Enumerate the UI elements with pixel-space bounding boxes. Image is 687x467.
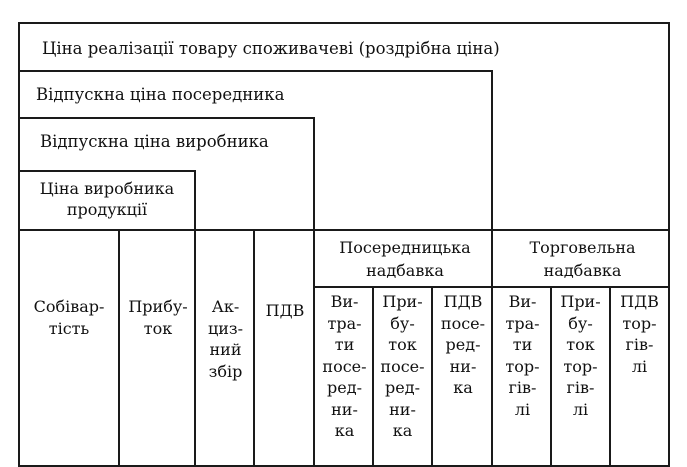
excise-label: Ак- циз- ний збір <box>207 297 244 381</box>
component-row-top-line <box>18 229 670 231</box>
cost-label: Собівар- тість <box>33 297 105 338</box>
intermediary-markup-title: Посередницька надбавка <box>339 238 471 280</box>
markup-header-bottom-line <box>315 286 670 288</box>
intermediary-vat-label: ПДВ посе- ред- ни- ка <box>440 292 486 397</box>
divider-excise-vat <box>253 229 255 467</box>
trade-vat-label: ПДВ тор- гів- лі <box>620 292 659 376</box>
retail-price-label: Ціна реалізації товару споживачеві (роздрібна ціна) <box>42 39 500 58</box>
intermediary-profit-label: При- бу- ток посе- ред- ни- ка <box>380 292 425 440</box>
intermediary-price-label: Відпускна ціна посередника <box>36 85 285 104</box>
trade-profit-label: При- бу- ток тор- гів- лі <box>560 292 601 419</box>
producer-price-label: Ціна виробника продукції <box>39 179 175 219</box>
trade-markup-title: Торговельна надбавка <box>529 238 636 280</box>
manufacturer-price-label: Відпускна ціна виробника <box>40 132 269 151</box>
intermediary-costs-label: Ви- тра- ти посе- ред- ни- ка <box>322 292 367 440</box>
profit-label: Прибу- ток <box>128 297 188 338</box>
trade-costs-label: Ви- тра- ти тор- гів- лі <box>505 292 540 419</box>
divider-cost-profit <box>118 229 120 467</box>
vat-label: ПДВ <box>265 301 305 320</box>
